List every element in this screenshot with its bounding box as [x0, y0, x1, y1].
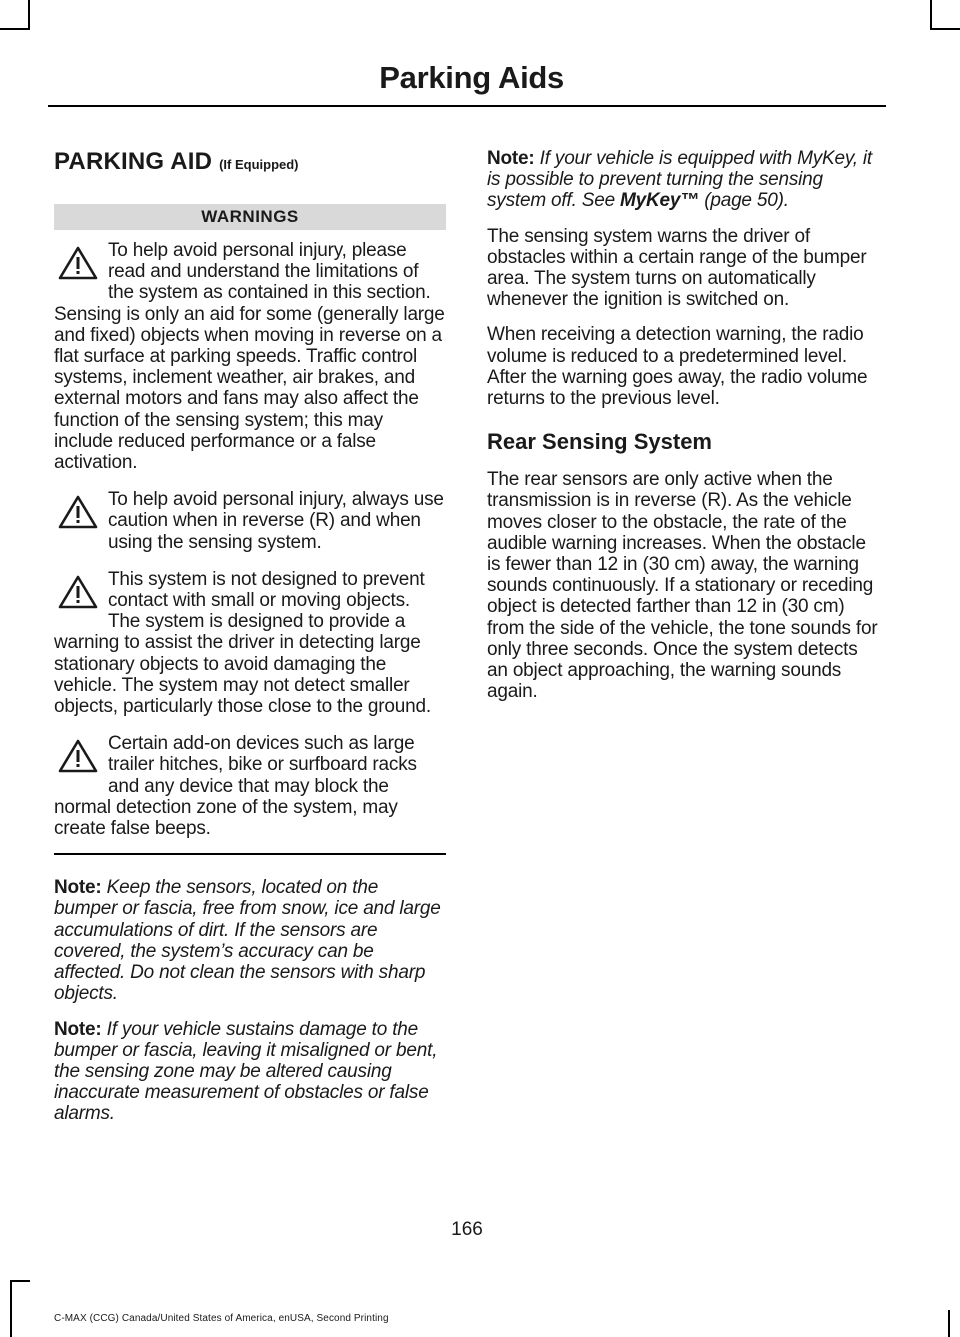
note-paragraph — [487, 148, 881, 212]
cross-reference-link[interactable]: MyKey™ — [620, 190, 700, 212]
note-paragraph — [54, 877, 446, 1004]
warning-text: To help avoid personal injury, please read and understand the limitations of the system as contained in this section. Sensing is only an aid for some (generally large and fixed) objects when moving in reverse on a flat surface at parking speeds. Traffic control systems, inclement weather, air brakes, and external motors and fans may also affect the function of the sensing system; this may include reduced performance or a false activation. — [54, 240, 445, 474]
section-heading-text: PARKING AID — [54, 148, 213, 175]
crop-mark — [28, 0, 30, 30]
crop-mark — [10, 1280, 12, 1337]
right-column — [487, 148, 881, 716]
crop-mark — [10, 1280, 30, 1282]
warning-text: This system is not designed to prevent contact with small or moving objects. The system is designed to provide a warning to assist the driver in detecting large stationary objects to avoid damaging the vehicle. The system may not detect smaller objects, particularly those close to the ground. — [54, 568, 431, 718]
header-rule — [48, 105, 886, 107]
note-text: If your vehicle is equipped with MyKey, it is possible to prevent turning the sensing system off. See — [487, 148, 873, 212]
crop-mark — [930, 0, 932, 30]
warning-block — [54, 731, 446, 839]
crop-mark — [948, 1310, 950, 1337]
page-number: 166 — [451, 1219, 483, 1240]
warning-triangle-icon — [58, 495, 98, 529]
warning-block — [54, 487, 446, 553]
note-label: Note: — [54, 877, 102, 899]
subheading-rear-sensing: Rear Sensing System — [487, 429, 712, 455]
warning-triangle-icon — [58, 739, 98, 773]
body-paragraph: The rear sensors are only active when the transmission is in reverse (R). As the vehicle moves closer to the obstacle, the rate of the audible warning increases. When the obstacle is fewer than 12 in (30 cm) away, the warning sounds continuously. If a stationary or receding object is detected farther than 12 in (30 cm) from the side of the vehicle, the tone sounds for only three seconds. Once the system detects an object approaching, the warning sounds again. — [487, 469, 878, 703]
warning-text: Certain add-on devices such as large trailer hitches, bike or surfboard racks and any device that may block the normal detection zone of the system, may create false beeps. — [54, 733, 417, 840]
body-paragraph: The sensing system warns the driver of obstacles within a certain range of the bumper area. The system turns on automatically whenever the ignition is switched on. — [487, 225, 867, 311]
note-label: Note: — [54, 1018, 102, 1040]
page-title: Parking Aids — [379, 60, 564, 95]
warning-text: To help avoid personal injury, always use caution when in reverse (R) and when using the sensing system. — [108, 489, 444, 553]
note-text: Keep the sensors, located on the bumper or fascia, free from snow, ice and large accumulations of dirt. If the sensors are covered, the system’s accuracy can be affected. Do not clean the sensors with sharp objects. — [54, 877, 441, 1005]
left-column — [54, 148, 446, 1139]
footer-text: C-MAX (CCG) Canada/United States of America, enUSA, Second Printing — [54, 1313, 389, 1324]
note-label: Note: — [487, 148, 535, 169]
warning-triangle-icon — [58, 575, 98, 609]
note-text: If your vehicle sustains damage to the bumper or fascia, leaving it misaligned or bent, the sensing zone may be altered causing inaccurate measurement of obstacles or false alarms. — [54, 1018, 438, 1125]
warnings-end-rule — [54, 853, 446, 855]
crop-mark — [932, 28, 960, 30]
warning-triangle-icon — [58, 246, 98, 280]
warning-block — [54, 567, 446, 717]
section-heading — [54, 148, 446, 176]
cross-reference-page: (page 50). — [704, 190, 789, 212]
section-heading-qualifier: (If Equipped) — [219, 157, 299, 172]
crop-mark — [0, 28, 28, 30]
note-paragraph — [54, 1019, 446, 1125]
warnings-banner: WARNINGS — [54, 204, 446, 230]
body-paragraph: When receiving a detection warning, the radio volume is reduced to a predetermined level. After the warning goes away, the radio volume returns to the previous level. — [487, 324, 868, 410]
warning-block — [54, 238, 446, 473]
